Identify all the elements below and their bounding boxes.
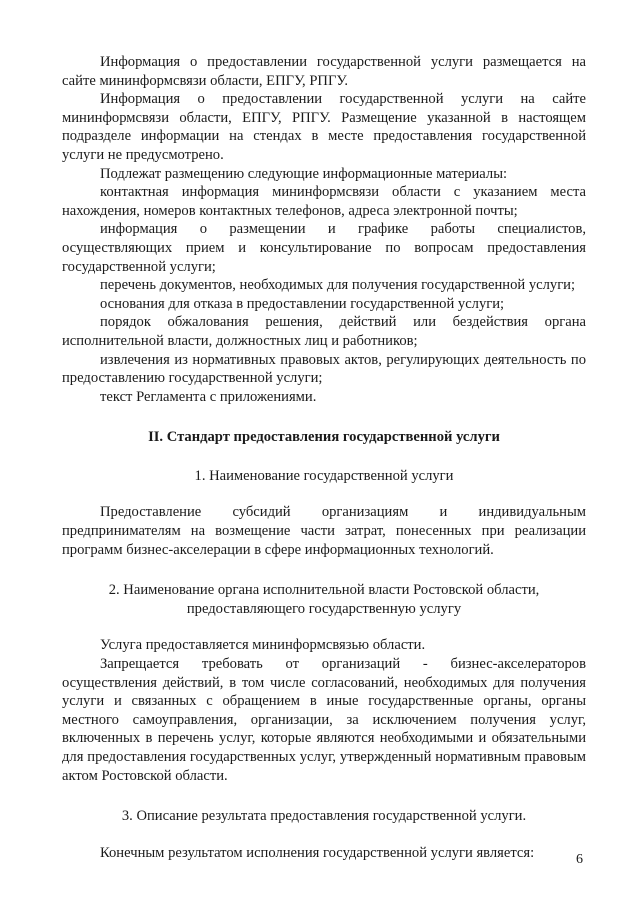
paragraph: контактная информация мининформсвязи области с указанием места нахождения, номеров контактных телефонов, адреса электронной почты; bbox=[62, 184, 586, 219]
paragraph: перечень документов, необходимых для получения государственной услуги; bbox=[100, 277, 576, 294]
paragraph: Конечным результатом исполнения государственной услуги является: bbox=[100, 844, 535, 861]
paragraph: Подлежат размещению следующие информационные материалы: bbox=[100, 165, 508, 182]
section-title: II. Стандарт предоставления государственной услуги bbox=[148, 429, 500, 446]
paragraph: Запрещается требовать от организаций - бизнес-акселераторов осуществления действий, в том числе согласований, необходимых для получения услуги и связанных с обращением в иные государственные органы, органы местного самоуправления, организации, за исключением получения услуг, включенных в перечень услуг, которые являются необходимыми и обязательными для предоставления государственных услуг, утвержденный нормативным правовым актом Ростовской области. bbox=[62, 656, 586, 784]
paragraph: информация о размещении и графике работы специалистов, осуществляющих прием и консультирование по вопросам предоставления государственной услуги; bbox=[62, 221, 586, 275]
page-number: 6 bbox=[576, 852, 583, 867]
paragraph: Информация о предоставлении государственной услуги размещается на сайте мининформсвязи области, ЕПГУ, РПГУ. bbox=[62, 54, 586, 89]
paragraph: Услуга предоставляется мининформсвязью области. bbox=[100, 637, 426, 654]
subsection-title-1: 1. Наименование государственной услуги bbox=[194, 467, 454, 484]
paragraph: основания для отказа в предоставлении государственной услуги; bbox=[100, 295, 505, 312]
subsection-title-2-line1: 2. Наименование органа исполнительной власти Ростовской области, bbox=[108, 582, 540, 599]
paragraph: порядок обжалования решения, действий или бездействия органа исполнительной власти, должностных лиц и работников; bbox=[62, 314, 586, 349]
paragraph: Предоставление субсидий организациям и индивидуальным предпринимателям на возмещение части затрат, понесенных при реализации программ бизнес-акселерации в сфере информационных технологий. bbox=[62, 504, 586, 558]
subsection-title-2-line2: предоставляющего государственную услугу bbox=[186, 600, 462, 617]
paragraph: текст Регламента с приложениями. bbox=[100, 388, 317, 405]
subsection-title-3: 3. Описание результата предоставления государственной услуги. bbox=[121, 808, 527, 825]
document-body bbox=[62, 53, 586, 862]
paragraph: извлечения из нормативных правовых актов, регулирующих деятельность по предоставлению государственной услуги; bbox=[62, 351, 586, 387]
subsection-title-2 bbox=[62, 581, 586, 618]
paragraph: Информация о предоставлении государственной услуги на сайте мининформсвязи области, ЕПГУ, РПГУ. Размещение указанной в настоящем подразделе информации на стендах в месте предоставления государственной услуги не предусмотрено. bbox=[62, 91, 586, 163]
